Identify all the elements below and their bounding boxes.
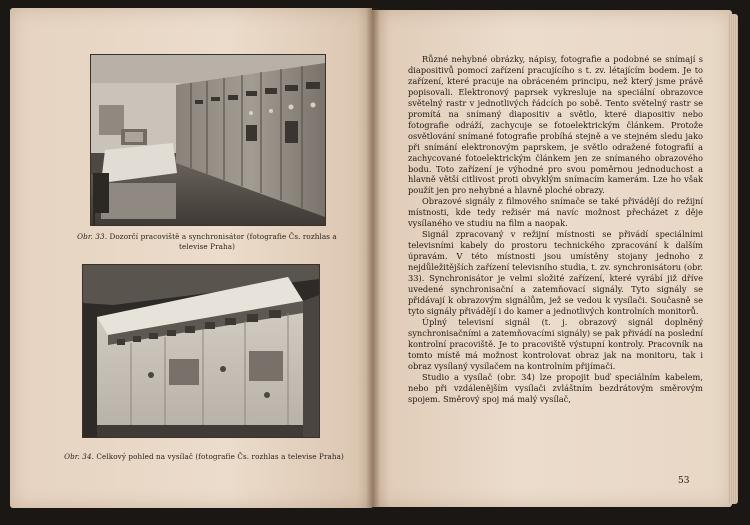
paragraph: Studio a vysílač (obr. 34) lze propojit buď speciálním kabelem, nebo při vzdálenějším vysílači zvláštním bezdrátovým směrovým spojem. Směrový spoj má malý vysílač, <box>408 371 703 404</box>
figure-34-caption-text: Celkový pohled na vysílač (fotografie Čs. rozhlas a televise Praha) <box>96 452 344 461</box>
paragraph: Signál zpracovaný v režijní místnosti se přivádí speciálními televisními kabely do prostoru technického zpracování k dalším úpravám. V této místnosti jsou umístěny stojany jednoho z nejdůležitějších zařízení televisního studia, t. zv. synchronisátoru (obr. 33). Synchronisátor je velmi složité zařízení, které vyrábí již dříve uvedené synchronisační a zatemňovací signály. Tyto signály se přidávají k obrazovým signálům, jež se vedou k vysílači. Současně se tyto signály přivádějí i do kamer a jednotlivých kontrolních monitorů. <box>408 229 703 316</box>
figure-33-photo <box>90 54 326 226</box>
paragraph: Úplný televisní signál (t. j. obrazový signál doplněný synchronisačními a zatemňovacími signály) se pak přivádí na poslední kontrolní pracoviště. Je to pracoviště výstupní kontroly. Pracovník na tomto místě má možnost kontrolovat obraz jak na monitoru, tak i obraz vysílaný vysílačem na kontrolním přijímači. <box>408 316 703 371</box>
figure-34-photo <box>82 264 320 438</box>
paragraph: Různé nehybné obrázky, nápisy, fotografie a podobné se snímají s diapositivů pomocí zařízení pracujícího s t. zv. létajícím bodem. Je to zařízení, které pracuje na obráceném principu, než který jsme právě popisovali. Elektronový paprsek vykresluje na speciální obrazovce světelný rastr v jednotlivých řádcích po sobě. Tento světelný rastr se promítá na snímaný diapositiv a světlo, které diapositiv nebo fotografie odráží, zachycuje se fotoelektrickým článkem. Protože osvětlování snímané fotografie probíhá stejně a ve stejném sledu jako při snímání elektronovým paprskem, je světlo odražené fotografií a zachycované fotoelektrickým článkem jen ze snímaného obrazového bodu. Toto zařízení je výhodné pro svou poměrnou jednoduchost a hlavně větší citlivost proti obvyklým snímacím kamerám. Lze ho však použít jen pro nehybné a hlavně ploché obrazy. <box>408 54 703 196</box>
book-gutter <box>366 8 380 508</box>
figure-34-label: Obr. 34. <box>64 452 95 461</box>
page-number: 53 <box>678 476 690 486</box>
figure-33-caption <box>76 232 338 252</box>
page-edges <box>728 14 738 504</box>
paragraph: Obrazové signály z filmového snímače se také přivádějí do režijní místnosti, kde tedy režisér má navíc možnost přecházet z děje vysílaného ve studiu na film a naopak. <box>408 196 703 229</box>
figure-34-caption <box>54 452 354 462</box>
open-book <box>10 8 740 516</box>
figure-33-label: Obr. 33. <box>77 232 108 241</box>
body-text <box>408 54 703 405</box>
figure-33-caption-text: Dozorčí pracoviště a synchronisátor (fotografie Čs. rozhlas a televise Praha) <box>109 232 337 251</box>
